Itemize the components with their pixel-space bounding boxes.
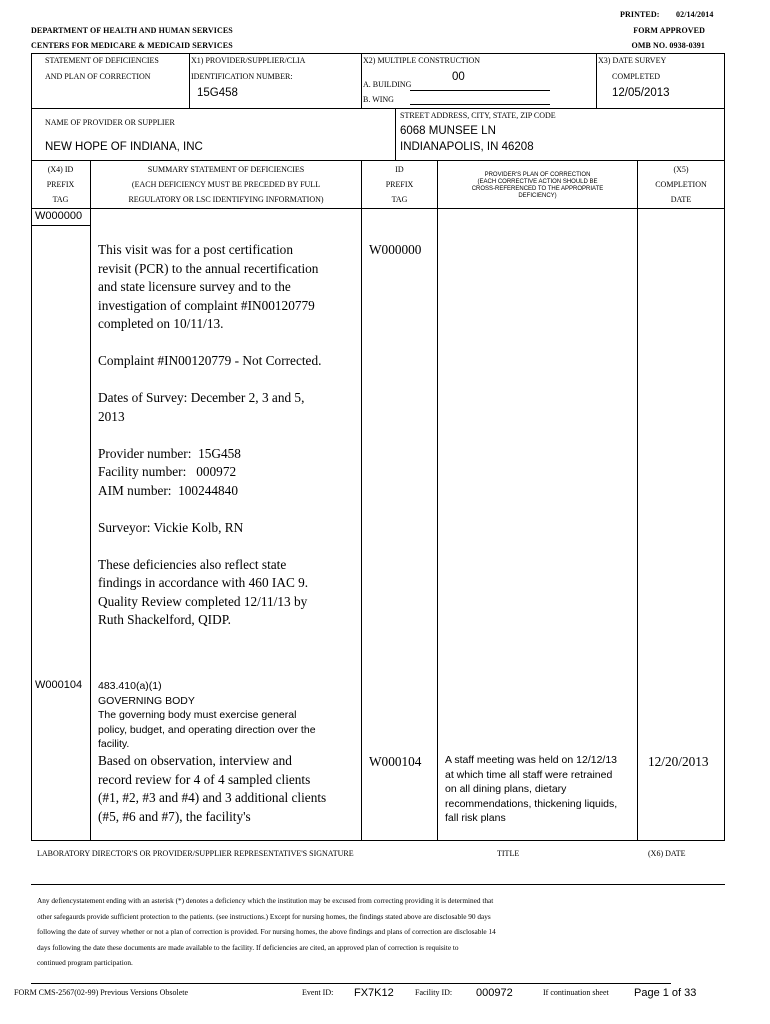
address-line-1: 6068 MUNSEE LN (400, 125, 496, 137)
page-number: Page 1 of 33 (634, 987, 697, 999)
event-id-value: FX7K12 (354, 987, 394, 999)
disclaimer-line: other safegaurds provide sufficient protection to the patients. (see instructions.) Except for nursing homes, the findings stated above are disclosable 90 days (37, 911, 491, 921)
row1-final-paragraph: These deficiencies also reflect state findings in accordance with 460 IAC 9. Quality Review completed 12/11/13 by Ruth Shackelford, QIDP. (98, 556, 309, 627)
survey-date-value: 12/05/2013 (612, 87, 670, 99)
provider-name-label: NAME OF PROVIDER OR SUPPLIER (45, 118, 175, 127)
x2-label: X2) MULTIPLE CONSTRUCTION (363, 56, 481, 65)
col-x4-1: (X4) ID (47, 165, 74, 174)
printed-label: PRINTED: (620, 10, 660, 19)
title-label: TITLE (497, 849, 520, 858)
building-label: A. BUILDING (363, 80, 412, 89)
event-id-label: Event ID: (302, 988, 334, 997)
x3-label: X3) DATE SURVEY (598, 56, 667, 65)
row1-prefix: W000000 (35, 210, 83, 222)
department-title: DEPARTMENT OF HEALTH AND HUMAN SERVICES (31, 26, 233, 35)
row1-surveyor: Surveyor: Vickie Kolb, RN (98, 519, 244, 535)
col-x5-1: (X5) (673, 165, 689, 174)
row2-reg-text: The governing body must exercise general policy, budget, and operating direction over the facility. (98, 709, 316, 750)
disclaimer-line: following the date of survey whether or not a plan of correction is provided. For nursing homes, the above findings and plans of correction are disclosable 14 (37, 927, 496, 936)
row2-id-tag: W000104 (369, 754, 422, 769)
omb-number: OMB NO. 0938-0391 (631, 41, 705, 50)
row2-reg-code: 483.410(a)(1) (98, 680, 162, 692)
form-approved: FORM APPROVED (633, 26, 705, 35)
centers-title: CENTERS FOR MEDICARE & MEDICAID SERVICES (31, 41, 233, 50)
row2-finding: Based on observation, interview and record review for 4 of 4 sampled clients (#1, #2, #3 and #4) and 3 additional clients (#5, #6 and #7), the facility's (98, 753, 327, 824)
col-plan-1: PROVIDER'S PLAN OF CORRECTION (484, 172, 591, 178)
facility-number-line: Facility number: 000972 (98, 464, 237, 479)
provider-name: NEW HOPE OF INDIANA, INC (45, 141, 203, 153)
x1-label-2: IDENTIFICATION NUMBER: (191, 72, 293, 81)
row1-paragraph-1: This visit was for a post certification revisit (PCR) to the annual recertification and state licensure survey and to the investigation of complaint #IN00120779 completed on 10/11/13. (98, 242, 319, 331)
col-x5-3: DATE (670, 195, 692, 204)
col-x4-3: TAG (52, 195, 69, 204)
x1-label: X1) PROVIDER/SUPPLIER/CLIA (191, 56, 306, 65)
col-id-1: ID (395, 165, 404, 174)
continuation-label: If continuation sheet (543, 988, 609, 997)
disclaimer-line: continued program participation. (37, 958, 133, 967)
facility-id-value: 000972 (476, 987, 513, 999)
col-x4-2: PREFIX (46, 180, 75, 189)
address-label: STREET ADDRESS, CITY, STATE, ZIP CODE (400, 111, 556, 120)
statement-label-2: AND PLAN OF CORRECTION (45, 72, 151, 81)
x6-date-label: (X6) DATE (648, 849, 686, 858)
statement-label-1: STATEMENT OF DEFICIENCIES (45, 56, 159, 65)
row2-plan: A staff meeting was held on 12/12/13 at which time all staff were retrained on all dining plans, dietary recommendations, thickening liquids, fall risk plans (445, 754, 618, 824)
printed-date: 02/14/2014 (676, 10, 714, 19)
col-id-2: PREFIX (385, 180, 414, 189)
col-summary-2: (EACH DEFICIENCY MUST BE PRECEDED BY FULL (131, 180, 321, 189)
x3-label-2: COMPLETED (612, 72, 660, 81)
row2-completion-date: 12/20/2013 (648, 754, 709, 769)
col-summary-1: SUMMARY STATEMENT OF DEFICIENCIES (147, 165, 305, 174)
row1-provider-numbers (98, 445, 328, 501)
provider-number-line: Provider number: 15G458 (98, 445, 241, 461)
col-summary-3: REGULATORY OR LSC IDENTIFYING INFORMATION) (128, 195, 324, 204)
form-number: FORM CMS-2567(02-99) Previous Versions Obsolete (14, 988, 189, 997)
row2-prefix: W000104 (35, 679, 83, 691)
col-id-3: TAG (391, 195, 408, 204)
row2-regulation (98, 679, 328, 752)
col-plan-2: (EACH CORRECTIVE ACTION SHOULD BE (477, 179, 598, 185)
aim-number-line: AIM number: 100244840 (98, 482, 238, 498)
row2-reg-title: GOVERNING BODY (98, 694, 195, 707)
row1-paragraph-3: Dates of Survey: December 2, 3 and 5, 2013 (98, 390, 305, 424)
facility-id-label: Facility ID: (415, 988, 453, 997)
disclaimer (37, 893, 717, 971)
disclaimer-line: Any defiencystatement ending with an asterisk (*) denotes a deficiency which the institution may be excused from correcting providing it is determined that (37, 896, 494, 905)
signature-label: LABORATORY DIRECTOR'S OR PROVIDER/SUPPLIER REPRESENTATIVE'S SIGNATURE (37, 849, 354, 858)
col-plan-3: CROSS-REFERENCED TO THE APPROPRIATE (471, 186, 604, 192)
row1-id-tag: W000000 (369, 242, 422, 257)
row1-summary (98, 241, 328, 648)
wing-label: B. WING (363, 95, 394, 104)
col-plan-4: DEFICIENCY) (518, 193, 557, 199)
multiple-construction-value: 00 (452, 71, 465, 83)
provider-id-value: 15G458 (197, 87, 238, 99)
col-x5-2: COMPLETION (655, 180, 707, 189)
disclaimer-line: days following the date these documents are made available to the facility. If deficiencies are cited, an approved plan of correction is requisite to (37, 942, 459, 952)
address-line-2: INDIANAPOLIS, IN 46208 (400, 141, 534, 153)
row1-paragraph-2: Complaint #IN00120779 - Not Corrected. (98, 353, 322, 368)
